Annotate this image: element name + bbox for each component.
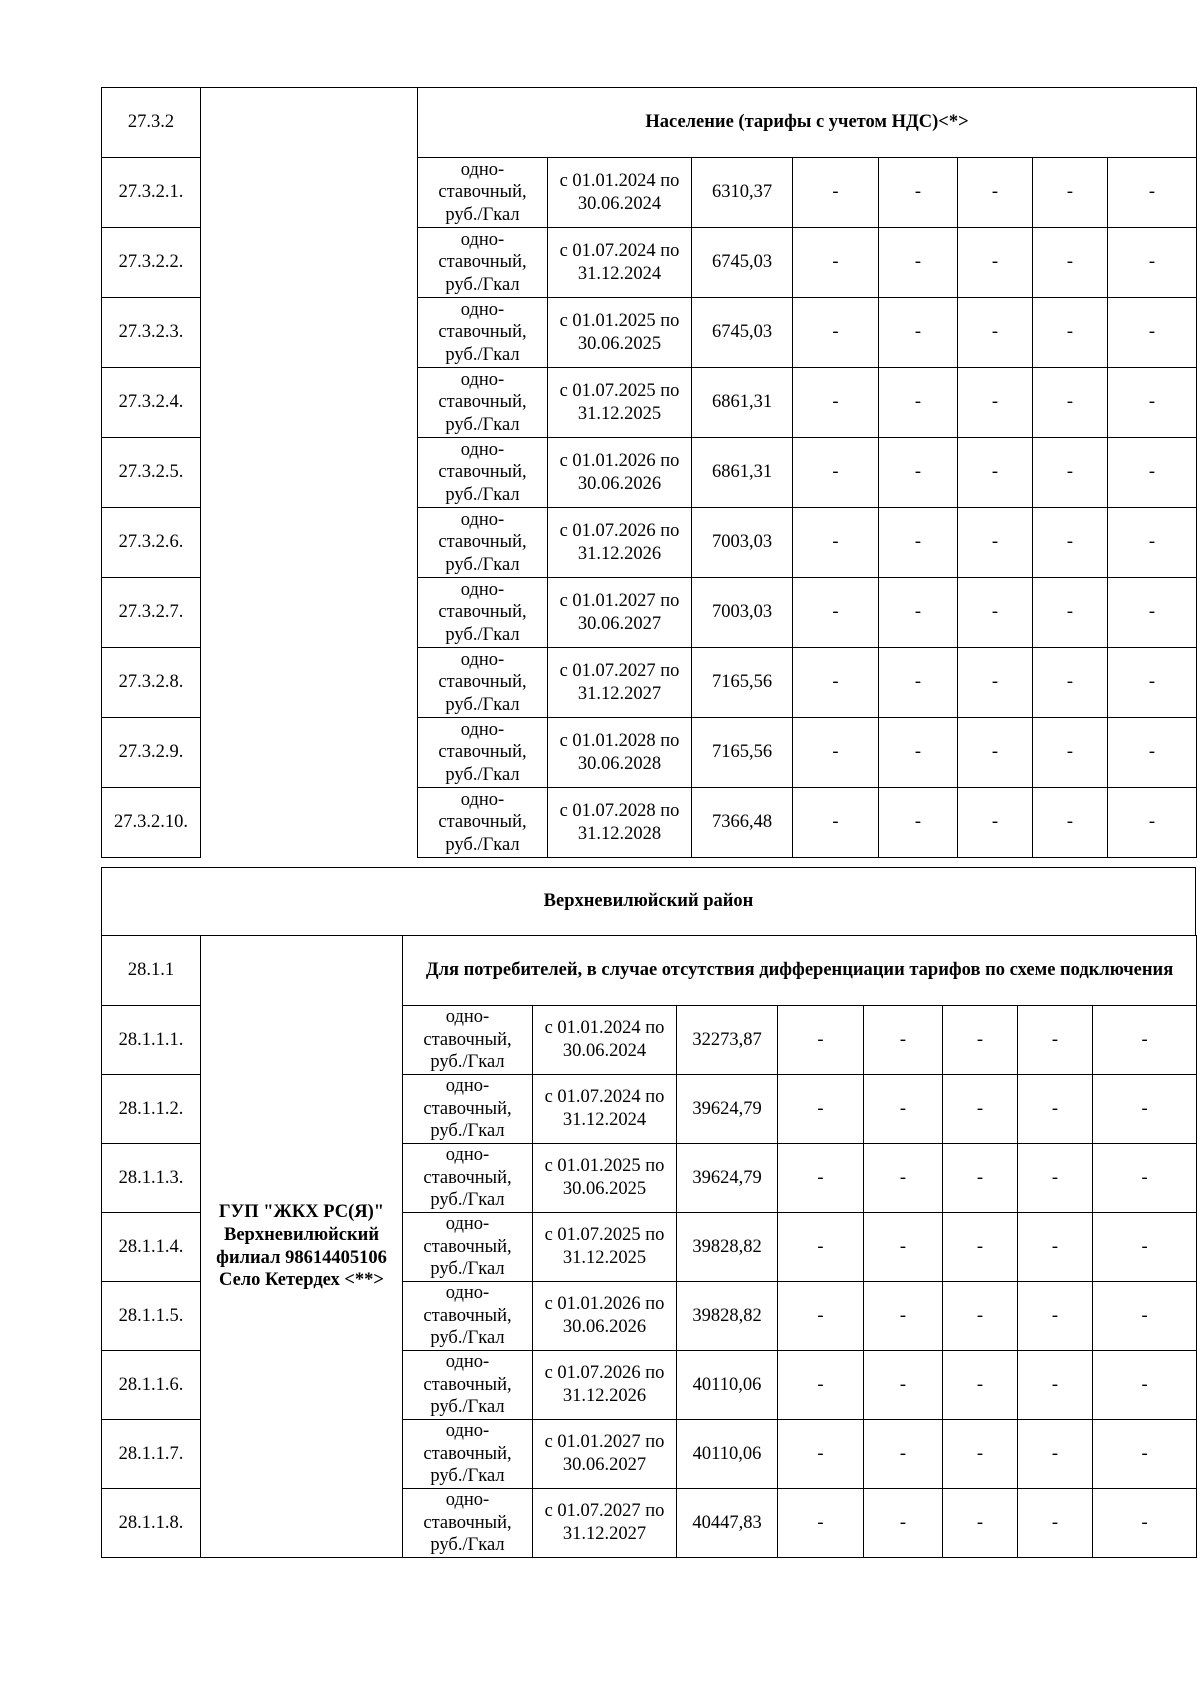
dash-cell: - <box>793 158 879 228</box>
tariff-value: 7003,03 <box>692 508 793 578</box>
tariff-value: 39624,79 <box>677 1144 778 1213</box>
organization-name: ГУП "ЖКХ РС(Я)" Верхневилюйский филиал 98614405106 Село Кетердех <**> <box>201 936 403 1558</box>
tariff-type: одно-ставочный, руб./Гкал <box>418 228 548 298</box>
tariff-period: с 01.07.2026 по 31.12.2026 <box>533 1351 677 1420</box>
tariff-value: 39624,79 <box>677 1075 778 1144</box>
tariff-type: одно-ставочный, руб./Гкал <box>403 1006 533 1075</box>
tariff-type: одно-ставочный, руб./Гкал <box>418 788 548 858</box>
dash-cell: - <box>958 788 1033 858</box>
dash-cell: - <box>1018 1075 1093 1144</box>
row-code: 28.1.1.8. <box>102 1489 201 1558</box>
dash-cell: - <box>879 228 958 298</box>
dash-cell: - <box>958 298 1033 368</box>
row-code: 27.3.2.2. <box>102 228 201 298</box>
tariff-period: с 01.01.2026 по 30.06.2026 <box>533 1282 677 1351</box>
dash-cell: - <box>864 1213 943 1282</box>
row-code: 27.3.2.8. <box>102 648 201 718</box>
tariff-value: 6861,31 <box>692 438 793 508</box>
tariff-table-section-27 <box>101 87 1197 858</box>
tariff-value: 39828,82 <box>677 1282 778 1351</box>
row-code: 27.3.2.10. <box>102 788 201 858</box>
tariff-value: 7165,56 <box>692 718 793 788</box>
tariff-type: одно-ставочный, руб./Гкал <box>403 1351 533 1420</box>
dash-cell: - <box>1033 788 1108 858</box>
dash-cell: - <box>1018 1144 1093 1213</box>
row-code: 28.1.1.2. <box>102 1075 201 1144</box>
tariff-type: одно-ставочный, руб./Гкал <box>403 1213 533 1282</box>
tariff-type: одно-ставочный, руб./Гкал <box>403 1075 533 1144</box>
dash-cell: - <box>879 508 958 578</box>
dash-cell: - <box>793 228 879 298</box>
row-code: 27.3.2.3. <box>102 298 201 368</box>
dash-cell: - <box>864 1489 943 1558</box>
tariff-period: с 01.07.2027 по 31.12.2027 <box>533 1489 677 1558</box>
dash-cell: - <box>864 1420 943 1489</box>
dash-cell: - <box>793 648 879 718</box>
dash-cell: - <box>1108 788 1197 858</box>
tariff-type: одно-ставочный, руб./Гкал <box>418 578 548 648</box>
dash-cell: - <box>1108 158 1197 228</box>
dash-cell: - <box>864 1144 943 1213</box>
dash-cell: - <box>1033 648 1108 718</box>
section-code: 28.1.1 <box>102 936 201 1006</box>
dash-cell: - <box>943 1075 1018 1144</box>
row-code: 27.3.2.5. <box>102 438 201 508</box>
dash-cell: - <box>778 1489 864 1558</box>
section-title: Для потребителей, в случае отсутствия дифференциации тарифов по схеме подключения <box>403 936 1197 1006</box>
tariff-type: одно-ставочный, руб./Гкал <box>418 158 548 228</box>
tariff-type: одно-ставочный, руб./Гкал <box>403 1144 533 1213</box>
dash-cell: - <box>879 368 958 438</box>
tariff-value: 40447,83 <box>677 1489 778 1558</box>
dash-cell: - <box>864 1006 943 1075</box>
dash-cell: - <box>1093 1006 1197 1075</box>
dash-cell: - <box>1093 1420 1197 1489</box>
dash-cell: - <box>943 1420 1018 1489</box>
dash-cell: - <box>1018 1213 1093 1282</box>
dash-cell: - <box>958 648 1033 718</box>
tariff-value: 40110,06 <box>677 1351 778 1420</box>
tariff-period: с 01.07.2025 по 31.12.2025 <box>548 368 692 438</box>
tariff-type: одно-ставочный, руб./Гкал <box>418 438 548 508</box>
dash-cell: - <box>879 788 958 858</box>
dash-cell: - <box>793 578 879 648</box>
tariff-type: одно-ставочный, руб./Гкал <box>418 298 548 368</box>
dash-cell: - <box>1033 718 1108 788</box>
dash-cell: - <box>943 1006 1018 1075</box>
tariff-period: с 01.07.2024 по 31.12.2024 <box>533 1075 677 1144</box>
row-code: 28.1.1.4. <box>102 1213 201 1282</box>
dash-cell: - <box>1033 438 1108 508</box>
dash-cell: - <box>958 578 1033 648</box>
dash-cell: - <box>879 648 958 718</box>
dash-cell: - <box>1108 718 1197 788</box>
dash-cell: - <box>1033 228 1108 298</box>
dash-cell: - <box>1033 578 1108 648</box>
dash-cell: - <box>778 1213 864 1282</box>
tariff-period: с 01.01.2027 по 30.06.2027 <box>533 1420 677 1489</box>
tariff-period: с 01.07.2028 по 31.12.2028 <box>548 788 692 858</box>
dash-cell: - <box>1093 1144 1197 1213</box>
row-code: 27.3.2.9. <box>102 718 201 788</box>
dash-cell: - <box>879 158 958 228</box>
dash-cell: - <box>1093 1351 1197 1420</box>
dash-cell: - <box>879 438 958 508</box>
organization-cell <box>201 88 418 858</box>
dash-cell: - <box>958 508 1033 578</box>
row-code: 28.1.1.1. <box>102 1006 201 1075</box>
dash-cell: - <box>943 1144 1018 1213</box>
dash-cell: - <box>958 228 1033 298</box>
tariff-value: 32273,87 <box>677 1006 778 1075</box>
tariff-value: 6861,31 <box>692 368 793 438</box>
tariff-period: с 01.01.2024 по 30.06.2024 <box>548 158 692 228</box>
dash-cell: - <box>1108 578 1197 648</box>
tariff-type: одно-ставочный, руб./Гкал <box>418 648 548 718</box>
dash-cell: - <box>778 1420 864 1489</box>
dash-cell: - <box>1033 298 1108 368</box>
dash-cell: - <box>1108 228 1197 298</box>
dash-cell: - <box>1018 1006 1093 1075</box>
district-name: Верхневилюйский район <box>102 868 1196 936</box>
row-code: 27.3.2.7. <box>102 578 201 648</box>
dash-cell: - <box>1108 508 1197 578</box>
tariff-period: с 01.07.2024 по 31.12.2024 <box>548 228 692 298</box>
row-code: 27.3.2.1. <box>102 158 201 228</box>
tariff-value: 7165,56 <box>692 648 793 718</box>
tariff-period: с 01.01.2024 по 30.06.2024 <box>533 1006 677 1075</box>
dash-cell: - <box>793 718 879 788</box>
section-27-body <box>102 88 1197 858</box>
row-code: 28.1.1.7. <box>102 1420 201 1489</box>
tariff-type: одно-ставочный, руб./Гкал <box>403 1420 533 1489</box>
dash-cell: - <box>793 788 879 858</box>
tariff-value: 39828,82 <box>677 1213 778 1282</box>
dash-cell: - <box>1033 158 1108 228</box>
dash-cell: - <box>958 438 1033 508</box>
dash-cell: - <box>1018 1282 1093 1351</box>
dash-cell: - <box>1033 508 1108 578</box>
dash-cell: - <box>943 1282 1018 1351</box>
dash-cell: - <box>943 1213 1018 1282</box>
row-code: 28.1.1.3. <box>102 1144 201 1213</box>
dash-cell: - <box>778 1006 864 1075</box>
dash-cell: - <box>793 368 879 438</box>
dash-cell: - <box>1018 1420 1093 1489</box>
section-header-row <box>102 936 1197 1006</box>
dash-cell: - <box>1108 368 1197 438</box>
tariff-type: одно-ставочный, руб./Гкал <box>418 368 548 438</box>
dash-cell: - <box>1093 1282 1197 1351</box>
dash-cell: - <box>864 1282 943 1351</box>
section-28-body <box>102 936 1197 1558</box>
dash-cell: - <box>879 718 958 788</box>
tariff-value: 6745,03 <box>692 298 793 368</box>
dash-cell: - <box>879 578 958 648</box>
dash-cell: - <box>958 718 1033 788</box>
tariff-type: одно-ставочный, руб./Гкал <box>403 1282 533 1351</box>
dash-cell: - <box>778 1144 864 1213</box>
tariff-value: 7366,48 <box>692 788 793 858</box>
section-code: 27.3.2 <box>102 88 201 158</box>
dash-cell: - <box>1033 368 1108 438</box>
tariff-value: 6310,37 <box>692 158 793 228</box>
tariff-period: с 01.01.2025 по 30.06.2025 <box>548 298 692 368</box>
dash-cell: - <box>1093 1489 1197 1558</box>
dash-cell: - <box>1108 648 1197 718</box>
section-header-row <box>102 88 1197 158</box>
dash-cell: - <box>958 368 1033 438</box>
district-row <box>102 868 1196 936</box>
row-code: 27.3.2.4. <box>102 368 201 438</box>
tariff-type: одно-ставочный, руб./Гкал <box>403 1489 533 1558</box>
tariff-period: с 01.01.2025 по 30.06.2025 <box>533 1144 677 1213</box>
row-code: 27.3.2.6. <box>102 508 201 578</box>
dash-cell: - <box>864 1075 943 1144</box>
dash-cell: - <box>1018 1351 1093 1420</box>
dash-cell: - <box>943 1351 1018 1420</box>
dash-cell: - <box>793 508 879 578</box>
dash-cell: - <box>864 1351 943 1420</box>
dash-cell: - <box>1108 438 1197 508</box>
tariff-period: с 01.01.2027 по 30.06.2027 <box>548 578 692 648</box>
tariff-period: с 01.01.2028 по 30.06.2028 <box>548 718 692 788</box>
tariff-period: с 01.01.2026 по 30.06.2026 <box>548 438 692 508</box>
tariff-period: с 01.07.2025 по 31.12.2025 <box>533 1213 677 1282</box>
tariff-period: с 01.07.2027 по 31.12.2027 <box>548 648 692 718</box>
tariff-table-section-28 <box>101 935 1197 1558</box>
dash-cell: - <box>793 298 879 368</box>
tariff-value: 7003,03 <box>692 578 793 648</box>
dash-cell: - <box>778 1351 864 1420</box>
section-title: Население (тарифы с учетом НДС)<*> <box>418 88 1197 158</box>
dash-cell: - <box>958 158 1033 228</box>
tariff-type: одно-ставочный, руб./Гкал <box>418 508 548 578</box>
dash-cell: - <box>1093 1075 1197 1144</box>
tariff-period: с 01.07.2026 по 31.12.2026 <box>548 508 692 578</box>
row-code: 28.1.1.5. <box>102 1282 201 1351</box>
dash-cell: - <box>1093 1213 1197 1282</box>
tariff-value: 6745,03 <box>692 228 793 298</box>
dash-cell: - <box>778 1075 864 1144</box>
row-code: 28.1.1.6. <box>102 1351 201 1420</box>
tariff-type: одно-ставочный, руб./Гкал <box>418 718 548 788</box>
dash-cell: - <box>879 298 958 368</box>
district-row-table <box>101 867 1196 936</box>
dash-cell: - <box>778 1282 864 1351</box>
dash-cell: - <box>1108 298 1197 368</box>
tariff-value: 40110,06 <box>677 1420 778 1489</box>
dash-cell: - <box>1018 1489 1093 1558</box>
dash-cell: - <box>793 438 879 508</box>
dash-cell: - <box>943 1489 1018 1558</box>
